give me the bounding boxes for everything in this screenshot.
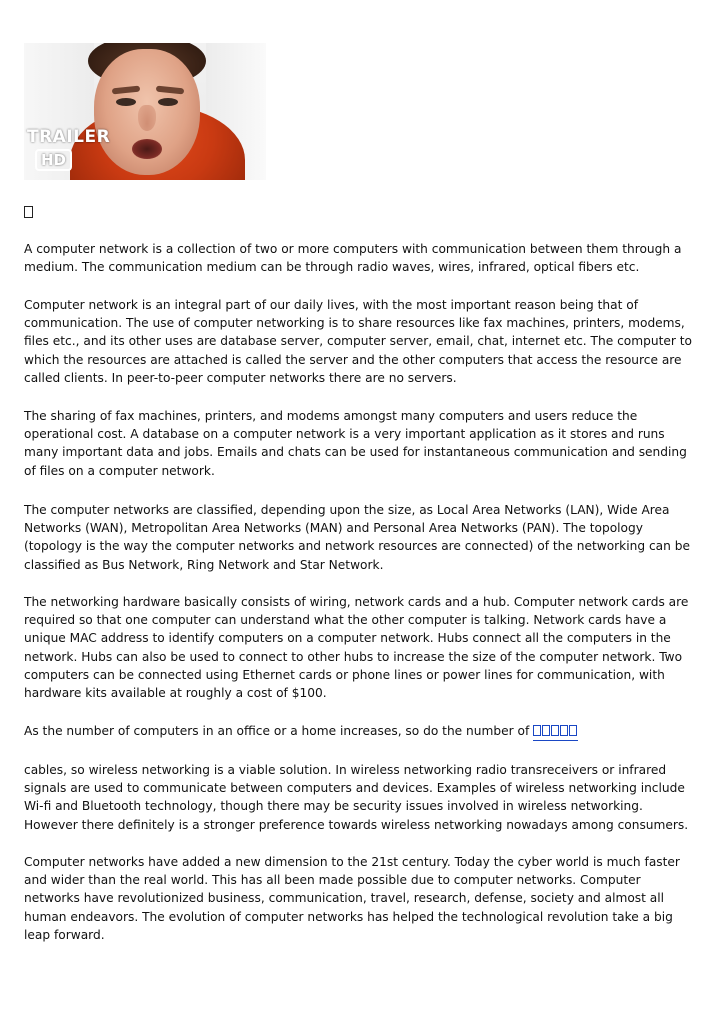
paragraph: A computer network is a collection of two or more computers with communication between them through a medium. The communication medium can be through radio waves, wires, infrared, optical fibers etc. xyxy=(24,242,682,275)
paragraph-with-link xyxy=(24,722,698,741)
paragraph: Computer network is an integral part of our daily lives, with the most important reason being that of communication. The use of computer networking is to share resources like fax machines, printers, modems, files etc., and its other uses are database server, computer server, email, chat, internet etc. The computer to which the resources are attached is called the server and the other computers that access the resource are called clients. In peer-to-peer computer networks there are no servers. xyxy=(24,298,692,385)
nose xyxy=(138,105,156,131)
paragraph: The sharing of fax machines, printers, and modems amongst many computers and users reduce the operational cost. A database on a computer network is a very important application as it stores and runs many important data and jobs. Emails and chats can be used for instantaneous communication and sending of files on a computer network. xyxy=(24,409,687,478)
right-eye xyxy=(158,98,178,106)
missing-glyph-icon xyxy=(533,725,541,736)
inline-link[interactable] xyxy=(533,722,578,741)
hd-label: HD xyxy=(35,149,72,171)
missing-glyph-icon xyxy=(542,725,550,736)
paragraph: The computer networks are classified, depending upon the size, as Local Area Networks (LAN), Wide Area Networks (WAN), Metropolitan Area Networks (MAN) and Personal Area Networks (PAN). The topology (topology is the way the computer networks and network resources are connected) of the networking can be classified as Bus Network, Ring Network and Star Network. xyxy=(24,503,690,572)
trailer-label: TRAILER xyxy=(27,127,111,147)
paragraph: cables, so wireless networking is a viable solution. In wireless networking radio transreceivers or infrared signals are used to communicate between computers and devices. Examples of wireless networking include Wi-fi and Bluetooth technology, though there may be security issues involved in wireless networking. However there definitely is a stronger preference towards wireless networking nowadays among consumers. xyxy=(24,763,689,832)
missing-glyph-icon xyxy=(551,725,559,736)
video-thumbnail[interactable] xyxy=(24,43,266,180)
missing-glyph-icon xyxy=(24,206,33,218)
paragraph-text: As the number of computers in an office or a home increases, so do the number of xyxy=(24,724,530,738)
trailer-hd-badge xyxy=(27,127,110,171)
missing-glyph-icon xyxy=(560,725,568,736)
left-eye xyxy=(116,98,136,106)
missing-glyph-icon xyxy=(569,725,577,736)
mouth xyxy=(132,139,162,159)
paragraph: Computer networks have added a new dimension to the 21st century. Today the cyber world is much faster and wider than the real world. This has all been made possible due to computer networks. Computer networks have revolutionized business, communication, travel, research, defense, society and almost all human endeavors. The evolution of computer networks has helped the technological revolution take a big leap forward. xyxy=(24,855,680,942)
paragraph: The networking hardware basically consists of wiring, network cards and a hub. Computer network cards are required so that one computer can understand what the other computer is talking. Network cards have a unique MAC address to identify computers on a computer network. Hubs connect all the computers in the network. Hubs can also be used to connect to other hubs to increase the size of the computer network. Two computers can be connected using Ethernet cards or phone lines or power lines for communication, with hardware kits available at roughly a cost of $100. xyxy=(24,595,689,701)
